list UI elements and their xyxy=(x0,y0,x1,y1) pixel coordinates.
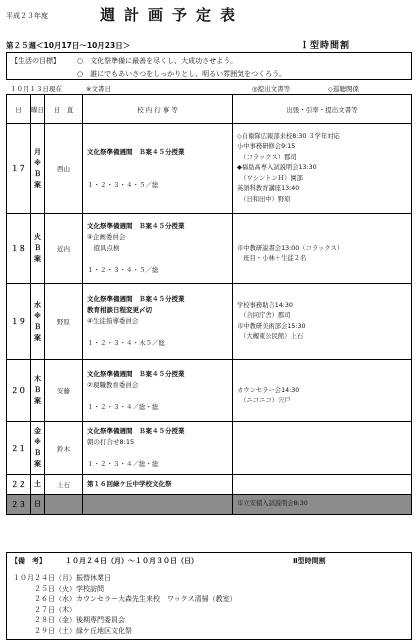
day-of-week xyxy=(31,475,45,495)
school-events-cell xyxy=(83,284,233,360)
event-line: 朝の打合せ8:15 xyxy=(87,438,135,446)
event-line: 遊具点検 xyxy=(87,244,120,252)
life-goals-box xyxy=(6,52,412,80)
event-line xyxy=(87,448,228,459)
travel-documents-cell xyxy=(233,422,412,475)
dow-char: Ｂ xyxy=(34,244,41,252)
travel-line: （ワシントンＨ）園部 xyxy=(237,174,303,182)
travel-line xyxy=(237,479,407,490)
header-dow: 曜日 xyxy=(31,95,45,124)
travel-line: 市中教研美術部会15:30 xyxy=(237,322,306,330)
travel-line: 学校事務助言14:30 xyxy=(237,301,293,309)
as-of-date: １０月１３日現在 xyxy=(10,85,62,93)
duty-person: 上石 xyxy=(45,475,83,495)
event-line: 文化祭準備週間 Ｂ案４５分授業 xyxy=(87,369,185,378)
event-line: １・２・３・４・木５／総 xyxy=(87,339,165,347)
remarks-list xyxy=(13,573,237,636)
travel-line: （コラックス）郡司 xyxy=(237,153,297,161)
duty-person: 安藤 xyxy=(45,360,83,422)
day-of-week xyxy=(31,360,45,422)
event-line xyxy=(87,327,228,338)
travel-line: 小中事務研修会9:15 xyxy=(237,143,296,151)
event-line xyxy=(87,169,228,180)
dow-char: 金 xyxy=(34,427,41,435)
legend-inspection: ◇巡聴関係 xyxy=(328,85,359,93)
header-travel: 出張・引率・提出文書等 xyxy=(233,95,412,124)
event-line: 文化祭準備週間 Ｂ案４５分授業 xyxy=(87,295,185,303)
travel-line: ◆福島高専入試説明会13:30 xyxy=(237,164,317,172)
page-title: 週計画予定表 xyxy=(100,6,245,24)
dow-char: 月 xyxy=(34,147,41,156)
remarks-box xyxy=(6,552,412,640)
travel-documents-cell xyxy=(233,495,412,515)
travel-documents-cell xyxy=(233,124,412,214)
travel-line: 英語科教育講座13:40 xyxy=(237,185,300,193)
dow-char: 案 xyxy=(34,180,41,189)
dow-char: Ｂ xyxy=(34,169,41,178)
travel-line: ◇自衛隊広報部来校8:30 ３学年対応 xyxy=(237,132,340,140)
event-line: 第１６回緑ケ丘中学校文化祭 xyxy=(87,480,172,488)
event-line: ④生徒指導委員会 xyxy=(87,317,139,325)
duty-person: 鈴木 xyxy=(45,422,83,475)
dow-char: 火 xyxy=(34,233,41,241)
event-line: ④企画委員会 xyxy=(87,233,126,241)
travel-line: （日和田中）野原 xyxy=(237,195,291,203)
day-of-week xyxy=(31,495,45,515)
next-week-range: １０月２４日（月）〜１０月３０日（日） xyxy=(65,557,198,565)
dow-char: Ｂ xyxy=(34,449,41,457)
travel-line: カウンセラー会14:30 xyxy=(237,386,300,394)
dow-char: ※ xyxy=(34,158,41,167)
duty-person: 野原 xyxy=(45,284,83,360)
day-number: １７ xyxy=(7,124,31,214)
travel-line xyxy=(237,375,407,386)
header-duty: 日 直 xyxy=(45,95,83,124)
dow-char: ※ xyxy=(34,438,41,446)
schedule-row xyxy=(7,284,412,360)
schedule-type: Ｉ型時間割 xyxy=(300,41,351,51)
day-number: ２１ xyxy=(7,422,31,475)
day-number: ２２ xyxy=(7,475,31,495)
day-of-week xyxy=(31,422,45,475)
event-line: １・２・３・４・５／総 xyxy=(87,266,159,274)
day-number: ２０ xyxy=(7,360,31,422)
travel-line xyxy=(237,233,407,244)
dow-char: Ｂ xyxy=(34,386,41,394)
travel-documents-cell xyxy=(233,284,412,360)
event-line: ②現職教育委員会 xyxy=(87,380,139,389)
travel-line: 班目・小林＋生徒２名 xyxy=(237,255,307,262)
event-line: 文化祭準備週間 Ｂ案４５分授業 xyxy=(87,222,185,230)
legend-submission: ◎提出文書等 xyxy=(252,85,291,93)
goal-item: ○ 文化祭準備に最善を尽くし、大成功させよう。 xyxy=(77,57,238,65)
day-of-week xyxy=(31,214,45,284)
travel-documents-cell xyxy=(233,214,412,284)
dow-char: 案 xyxy=(34,460,41,468)
schedule-row xyxy=(7,422,412,475)
schedule-table xyxy=(6,94,412,515)
table-header-row xyxy=(7,95,412,124)
dow-char: 案 xyxy=(34,255,41,263)
dow-char: 土 xyxy=(34,480,41,488)
travel-line xyxy=(237,443,407,454)
event-line xyxy=(87,158,228,169)
school-events-cell xyxy=(83,360,233,422)
school-events-cell xyxy=(83,124,233,214)
school-events-cell xyxy=(83,475,233,495)
event-line: 教育相談日程変更〆切 xyxy=(87,306,152,314)
header-events: 校 内 行 事 等 xyxy=(83,95,233,124)
travel-line: （大槻東公民館）上石 xyxy=(237,333,304,340)
remark-item: ２７日（木） xyxy=(13,605,76,614)
duty-person xyxy=(45,495,83,515)
dow-char: 木 xyxy=(34,375,41,383)
schedule-row xyxy=(7,360,412,422)
remarks-label: 【備 考】 xyxy=(11,557,46,565)
dow-char: 案 xyxy=(34,333,41,342)
travel-line: 市立安積入試説明会8:30 xyxy=(237,500,308,508)
dow-char: 日 xyxy=(34,500,41,508)
goal-item: ○ 誰にでもあいさつをしっかりとし、明るい雰囲気をつくろう。 xyxy=(77,70,287,78)
day-number: ２３ xyxy=(7,495,31,515)
dow-char: ※ xyxy=(34,311,41,320)
header-date: 日 xyxy=(7,95,31,124)
day-of-week xyxy=(31,284,45,360)
event-line xyxy=(87,499,228,510)
schedule-row xyxy=(7,124,412,214)
event-line xyxy=(87,254,228,265)
duty-person: 西山 xyxy=(45,124,83,214)
day-number: １８ xyxy=(7,214,31,284)
schedule-row xyxy=(7,495,412,515)
event-line: 文化祭準備週間 Ｂ案４５分授業 xyxy=(87,427,185,435)
goals-label: 【生活の目標】 xyxy=(11,57,60,65)
dow-char: 案 xyxy=(34,397,41,405)
schedule-row xyxy=(7,214,412,284)
event-line: １・２・３・４・５／総 xyxy=(87,180,159,189)
duty-person: 近内 xyxy=(45,214,83,284)
event-line: 文化祭準備週間 Ｂ案４５分授業 xyxy=(87,147,185,156)
fiscal-year: 平成２３年度 xyxy=(6,12,48,20)
travel-line: 市中教研説書会13:00（コラックス） xyxy=(237,244,344,252)
remark-item: １０月２４日（月）振替休業日 xyxy=(13,574,111,582)
remark-item: ２６日（水）カウンセラー大森先生来校 ワックス清掃（教室） xyxy=(13,595,237,603)
event-line: １・２・３・４／総・総 xyxy=(87,402,159,411)
remark-item: ２８日（金）後期専門委員会 xyxy=(13,616,125,624)
schedule-row xyxy=(7,475,412,495)
travel-line: （ニコニコ）宍戸 xyxy=(237,397,291,404)
travel-documents-cell xyxy=(233,475,412,495)
dow-char: Ｂ xyxy=(34,322,41,331)
dow-char: 水 xyxy=(34,300,41,309)
school-events-cell xyxy=(83,495,233,515)
week-range: 第２５週＜10月17日〜10月23日＞ xyxy=(6,41,131,50)
next-schedule-type: Ⅱ型時間割 xyxy=(293,557,326,565)
event-line: １・２・３・４／総・総 xyxy=(87,460,159,468)
school-events-cell xyxy=(83,214,233,284)
day-of-week xyxy=(31,124,45,214)
school-events-cell xyxy=(83,422,233,475)
remark-item: ２９日（土）緑ケ丘地区文化祭 xyxy=(13,626,132,635)
remark-item: ２５日（火）学校訪問 xyxy=(13,584,104,593)
legend-document-date: ※文書日 xyxy=(86,85,111,93)
event-line xyxy=(87,391,228,402)
travel-line: （合同庁舎）郡司 xyxy=(237,312,291,319)
day-number: １９ xyxy=(7,284,31,360)
travel-documents-cell xyxy=(233,360,412,422)
